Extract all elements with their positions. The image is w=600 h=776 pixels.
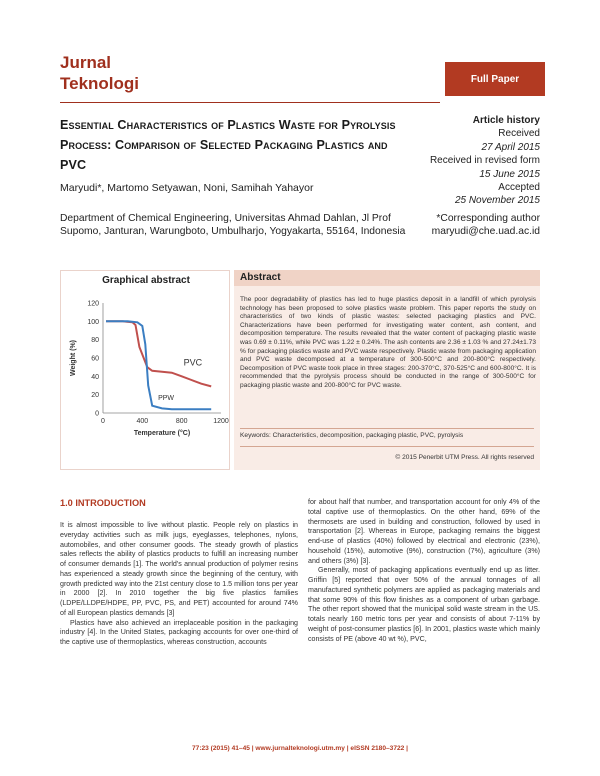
abstract-box bbox=[234, 270, 540, 470]
series-label-ppw: PPW bbox=[158, 395, 175, 403]
intro-left-column bbox=[60, 521, 298, 648]
corresponding-author bbox=[340, 212, 540, 238]
received-date: 27 April 2015 bbox=[481, 141, 540, 153]
full-paper-badge: Full Paper bbox=[445, 62, 545, 96]
tga-chart bbox=[61, 293, 231, 453]
abstract-rule-top bbox=[240, 428, 534, 429]
x-tick-label: 1200 bbox=[213, 418, 229, 425]
accepted-label: Accepted bbox=[498, 182, 540, 194]
x-tick-label: 400 bbox=[136, 418, 149, 425]
corresponding-email[interactable]: maryudi@che.uad.ac.id bbox=[431, 226, 540, 238]
graphical-abstract bbox=[60, 270, 230, 470]
accepted-date: 25 November 2015 bbox=[454, 195, 540, 207]
intro-paragraph: for about half that number, and transportation account for only 4% of the total captive use of thermoplastics. On the other hand, 69% of the thermosets are used in building and construction, followed by used in transportation [2]. Whereas in Europe, packaging remains the biggest end-use of plastics (40%) followed by electrical and electronic (23%), household (15%), automotive (9%), construction (7%), agriculture (3%) and others (3%) [3]. bbox=[308, 498, 540, 565]
revised-date: 15 June 2015 bbox=[479, 168, 540, 180]
abstract-keywords: Keywords: Characteristics, decomposition, packaging plastic, PVC, pyrolysis bbox=[240, 432, 464, 439]
abstract-text: The poor degradability of plastics has led to huge plastics deposit in a landfill of which pyrolysis technology has been proposed to solve plastics waste problem. This paper reports the study on characteristics of two kinds of plastic wastes: selected packaging plastics and PVC. Characterizations have been performed for investigating water content, ash content, and decomposition temperature. The results revealed that the water content of packaging plastic waste was 0.69 ± 0.11%, while PVC was 1.22 ± 0.24%. The ash contents are 2.36 ± 1.03 % and 27.24±1.73 % for packaging plastics waste and PVC waste respectively. Plastic waste from packaging application and PVC waste decomposed at a temperature of 300-500°C and 200-800°C respectively. Decomposition of PVC waste took place in three stages: 200-370°C, 370-525°C and 600-800°C. It is recommended that the pyrolysis process should be conducted in the range of 300-500°C for packaging plastic waste and 200-800°C for PVC waste. bbox=[240, 296, 537, 389]
header-rule bbox=[60, 102, 440, 103]
history-title: Article history bbox=[472, 115, 540, 126]
graphical-abstract-title: Graphical abstract bbox=[102, 275, 190, 286]
intro-right-column bbox=[308, 498, 540, 644]
y-tick-label: 100 bbox=[87, 318, 99, 326]
y-tick-label: 60 bbox=[91, 355, 99, 363]
y-tick-label: 0 bbox=[95, 410, 99, 418]
y-axis-label: Weight (%) bbox=[70, 339, 77, 377]
intro-paragraph: Plastics have also achieved an irreplaceable position in the packaging industry [4]. In the United States, packaging accounts for over one-third of the captive use of thermoplastics, whereas construction, accounts bbox=[60, 618, 298, 646]
journal-title bbox=[60, 52, 170, 94]
revised-label: Received in revised form bbox=[429, 155, 540, 167]
x-axis-label: Temperature (°C) bbox=[133, 430, 191, 437]
series-label-pvc: PVC bbox=[183, 357, 203, 368]
x-tick-label: 800 bbox=[175, 418, 188, 425]
received-label: Received bbox=[498, 128, 540, 140]
y-tick-label: 20 bbox=[91, 392, 99, 400]
y-tick-label: 80 bbox=[91, 337, 99, 345]
author-list: Maryudi*, Martomo Setyawan, Noni, Samihah Yahayor bbox=[60, 182, 314, 194]
x-tick-label: 0 bbox=[101, 418, 105, 425]
series-line-pvc bbox=[106, 321, 211, 386]
abstract-rule-bottom bbox=[240, 446, 534, 447]
copyright-notice: © 2015 Penerbit UTM Press. All rights reserved bbox=[395, 454, 534, 461]
article-history bbox=[390, 114, 540, 208]
journal-name-line1: Jurnal bbox=[60, 53, 112, 72]
abstract-title: Abstract bbox=[234, 270, 540, 286]
y-tick-label: 40 bbox=[91, 373, 99, 381]
y-tick-label: 120 bbox=[87, 300, 99, 308]
section-heading-introduction: 1.0 INTRODUCTION bbox=[60, 498, 146, 508]
article-title: Essential Characteristics of Plastics Waste for Pyrolysis Process: Comparison of Selected Packaging Plastics and PVC bbox=[60, 118, 396, 172]
journal-name-line2: Teknologi bbox=[60, 74, 140, 93]
affiliation: Department of Chemical Engineering, Universitas Ahmad Dahlan, Jl Prof Supomo, Janturan, Warungboto, Umbulharjo, Yogyakarta, 55164, Indonesia bbox=[60, 213, 406, 238]
page-footer: 77:23 (2015) 41–45 | www.jurnalteknologi.utm.my | eISSN 2180–3722 | bbox=[191, 745, 409, 752]
corresponding-label: *Corresponding author bbox=[436, 213, 540, 224]
intro-paragraph: Generally, most of packaging applications eventually end up as litter. Griffin [5] reported that over 50% of the annual tonnages of all manufactured synthetic polymers are applied as packaging materials and that some 90% of this flow finishes as a component of urban garbage. The other report showed that the municipal solid waste stream in the US. totals nearly 160 metric tons per year and consists of about 7-11% by weight of post-consumer plastics [6]. In 2001, plastics waste which mainly consists of PE (above 40 wt %), PVC, bbox=[308, 566, 540, 643]
intro-paragraph: It is almost impossible to live without plastic. People rely on plastics in everyday activities such as milk jugs, eyeglasses, telephones, nylons, automobiles, and other consumer goods. The steady growth of plastics sales reflects the ability of plastics products to fulfill an increasing number of consumer demands [1]. The world's annual production of polymer resins has experienced a steady growth since the beginning of the century, with growth predicted way into the 21st century close to 1.5 million tons per year in 2000 [2]. In 2010 together the big five plastics families (LDPE/LLDPE/HDPE, PP, PVC, PS, and PET) accounted for around 74% of all European plastics demands [3] bbox=[60, 521, 298, 617]
